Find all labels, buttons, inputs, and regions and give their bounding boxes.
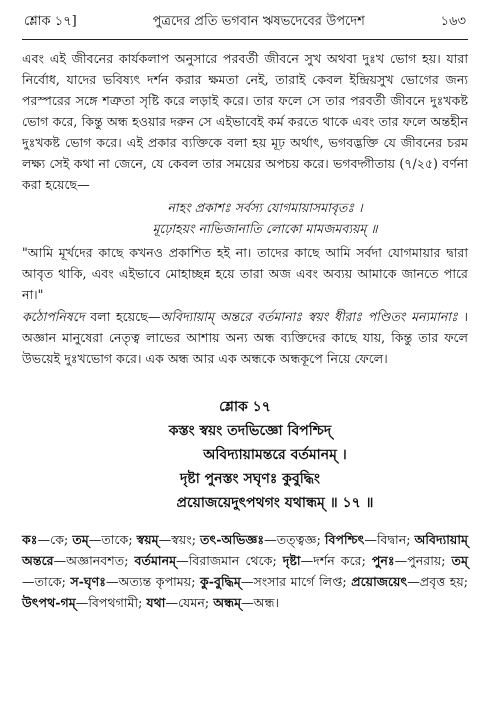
- synonym-word: প্রয়োজয়েৎ: [351, 574, 408, 589]
- shloka-line: প্রয়োজয়েদুৎপথগং যথান্ধম্ ॥ ১৭ ॥: [176, 495, 374, 511]
- synonym-meaning: —দর্শন করে;: [300, 553, 372, 568]
- verse-line: মূঢ়োহয়ং নাভিজানাতি লোকো মামজমব্যয়ম্ ॥: [152, 221, 378, 236]
- synonym-meaning: —অজ্ঞানবশত;: [53, 553, 135, 568]
- shloka-block: [22, 395, 468, 515]
- header-chapter-title: পুত্রদের প্রতি ভগবান ঋষভদেবের উপদেশ: [152, 14, 365, 29]
- synonym-meaning: —অত্যন্ত কৃপাময়;: [105, 574, 200, 589]
- shloka-line: অবিদ্যায়ামন্তরে বর্তমানম্ ।: [203, 447, 347, 463]
- synonym-meaning: —কে;: [37, 532, 73, 547]
- synonym-word: তৎ-অভিজ্ঞঃ: [200, 532, 265, 547]
- header-verse-ref: শ্লোক ১৭]: [24, 14, 77, 29]
- synonym-word: কু-বুদ্ধিম্: [199, 574, 241, 589]
- synonym-word: অবিদ্যায়াম্ অন্তরে: [22, 532, 468, 568]
- synonym-word: কঃ: [22, 532, 38, 547]
- katha-lead: বলা হয়েছে—: [84, 309, 161, 324]
- synonym-meaning: —তাকে;: [88, 532, 137, 547]
- synonym-meaning: —যেমন;: [165, 595, 214, 610]
- synonym-word: স-ঘৃণঃ: [70, 574, 106, 589]
- synonym-word: তম্: [451, 553, 468, 568]
- katha-paragraph: [22, 306, 468, 369]
- purport-paragraph: এবং এই জীবনের কার্যকলাপ অনুসারে পরবর্তী জীবনে সুখ অথবা দুঃখ ভোগ হয়। যারা নির্বোধ, যাদের ভবিষ্যৎ দর্শন করার ক্ষমতা নেই, তারাই কেবল ইন্দ্রিয়সুখ ভোগের জন্য পরস্পরের সঙ্গে শত্রুতা সৃষ্টি করে লড়াই করে। তার ফলে সে তার পরবর্তী জীবনে দুঃখকষ্ট ভোগ করে, কিন্তু অন্ধ হওয়ার দরুন সে এইভাবেই কর্ম করতে থাকে এবং তার ফলে অন্তহীন দুঃখকষ্ট ভোগ করে। এই প্রকার ব্যক্তিকে বলা হয় মূঢ় অর্থাৎ, ভগবদ্ভক্তি যে জীবনের চরম লক্ষ্য সেই কথা না জেনে, যে কেবল তার সময়ের অপচয় করে। ভগবদ্গীতায় (৭/২৫) বর্ণনা করা হয়েছে—: [22, 51, 468, 192]
- synonym-word: উৎপথ-গম্: [22, 595, 76, 610]
- page-number: ১৬৩: [440, 14, 466, 29]
- synonym-meaning: —স্বয়ং;: [158, 532, 201, 547]
- shloka-line: কস্তং স্বয়ং তদভিজ্ঞো বিপশ্চিদ্: [168, 423, 332, 439]
- synonym-word: স্বয়ম্: [136, 532, 159, 547]
- synonym-meaning: —প্রবৃত্ত হয়;: [407, 574, 469, 589]
- verse-line: নাহং প্রকাশঃ সর্বস্য যোগমায়াসমাবৃতঃ ।: [167, 200, 363, 215]
- katha-reference: কঠোপনিষদে: [22, 309, 85, 324]
- synonym-word: বর্তমানম্: [134, 553, 177, 568]
- synonym-meaning: —তাকে;: [22, 574, 71, 589]
- synonym-word: যথা: [146, 595, 166, 610]
- katha-conclusion: । অজ্ঞান মানুষেরা নেতৃত্ব লাভের আশায় অন্য অন্ধ ব্যক্তিদের কাছে যায়, কিন্তু তার ফলে উভয়েই দুঃখভোগ করে। এক অন্ধ আর এক অন্ধকে অন্ধকূপে নিয়ে ফেলে।: [22, 309, 469, 366]
- synonym-meaning: —পুনরায়;: [394, 553, 452, 568]
- synonym-word: বিপশ্চিৎ: [324, 532, 365, 547]
- synonym-meaning: —বিপথগামী;: [75, 595, 147, 610]
- synonym-meaning: —অন্ধ।: [241, 595, 280, 610]
- verse-translation: "আমি মূর্খদের কাছে কখনও প্রকাশিত হই না। তাদের কাছে আমি সর্বদা যোগমায়ার দ্বারা আবৃত থাকি, এবং এইভাবে মোহাচ্ছন্ন হয়ে তারা অজ এবং অব্যয় আমাকে জানতে পারে না।": [22, 245, 468, 302]
- purport-text: [22, 48, 468, 369]
- synonym-word: অন্ধম্: [213, 595, 242, 610]
- word-synonyms: [22, 529, 468, 613]
- synonym-meaning: —তত্ত্বজ্ঞ;: [264, 532, 325, 547]
- synonym-meaning: —বিদ্বান;: [364, 532, 415, 547]
- running-header: [22, 8, 468, 40]
- shloka-line: দৃষ্টা পুনস্তং সঘৃণঃ কুবুদ্ধিং: [179, 471, 321, 487]
- shloka-title: শ্লোক ১৭: [219, 399, 271, 415]
- synonym-meaning: —সংসার মার্গে লিপ্ত;: [240, 574, 352, 589]
- katha-verse: অবিদ্যায়াম্ অন্তরে বর্তমানাঃ স্বয়ং ধীরাঃ পণ্ডিতং মন্যমানাঃ: [160, 309, 458, 324]
- synonym-word: পুনঃ: [371, 553, 395, 568]
- synonym-meaning: —বিরাজমান থেকে;: [176, 553, 283, 568]
- gita-quote-verse: [22, 197, 468, 239]
- synonym-word: তম্: [72, 532, 89, 547]
- synonym-word: দৃষ্টা: [282, 553, 301, 568]
